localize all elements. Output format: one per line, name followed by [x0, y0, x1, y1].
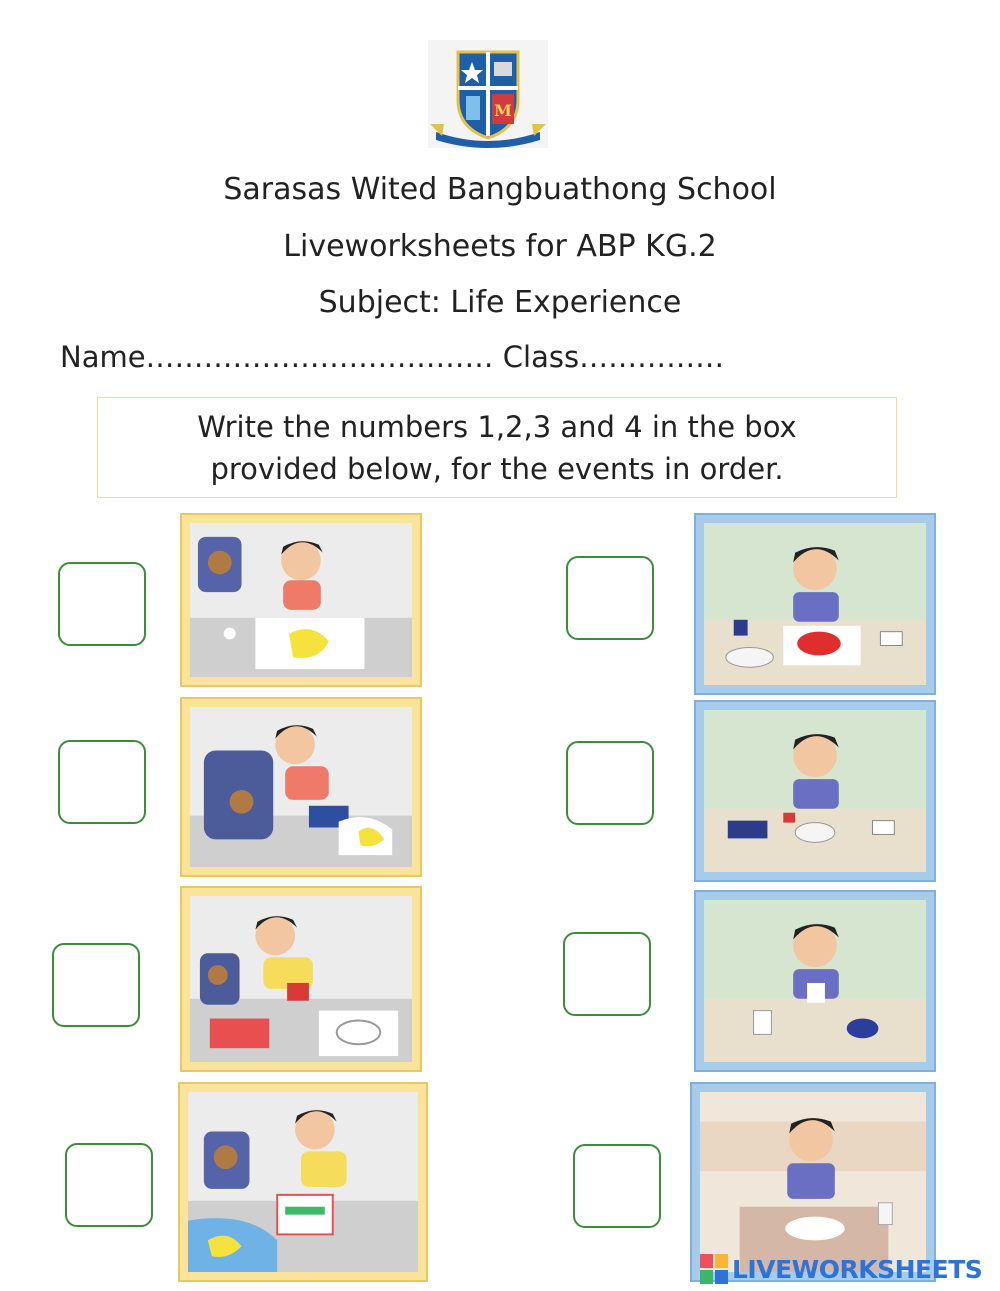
answer-box-left-1[interactable]: [58, 562, 146, 646]
cleaning-brush-scene: [694, 890, 936, 1072]
instructions-line-1: Write the numbers 1,2,3 and 4 in the box: [197, 410, 797, 444]
liveworksheets-brand: [700, 1252, 992, 1286]
answer-box-right-4[interactable]: [573, 1144, 661, 1228]
packing-bag-scene: [180, 697, 422, 877]
worksheet-title: Liveworksheets for ABP KG.2: [283, 229, 717, 264]
answer-box-left-2[interactable]: [58, 740, 146, 824]
sharpening-crayon-scene: [180, 886, 422, 1072]
tidying-crayons-scene: [178, 1082, 428, 1282]
subject-title: Subject: Life Experience: [318, 285, 682, 320]
painting-scene: [694, 513, 936, 695]
school-title: Sarasas Wited Bangbuathong School: [223, 172, 777, 207]
answer-box-left-4[interactable]: [65, 1143, 153, 1227]
answer-box-right-2[interactable]: [566, 741, 654, 825]
liveworksheets-logo-icon: [700, 1254, 728, 1284]
brand-text: LIVEWORKSHEETS: [732, 1254, 983, 1284]
crest-letter: M: [494, 101, 512, 120]
school-crest-icon: [428, 40, 548, 148]
answer-box-right-1[interactable]: [566, 556, 654, 640]
coloring-duck-scene: [180, 513, 422, 687]
instructions-box: [97, 397, 897, 498]
instructions-line-2: provided below, for the events in order.: [210, 452, 784, 486]
answer-box-right-3[interactable]: [563, 932, 651, 1016]
name-class-field: Name……………………………… Class……………: [60, 340, 725, 374]
mixing-paint-scene: [694, 700, 936, 882]
answer-box-left-3[interactable]: [52, 943, 140, 1027]
